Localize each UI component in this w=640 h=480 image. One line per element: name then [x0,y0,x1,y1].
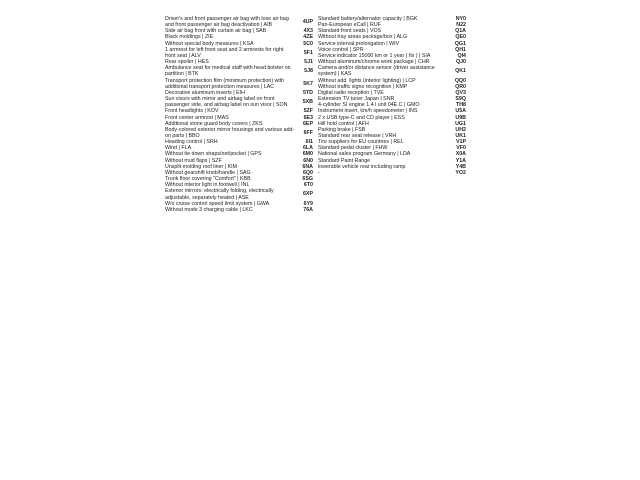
option-description: Digital radio reception | TVE [318,89,384,96]
option-code: QG1 [454,40,466,47]
option-code: UG1 [455,120,466,127]
option-description: Without tie down straps/net/pocket | GPS [165,151,262,158]
option-row [165,96,313,108]
option-description: Standard battery/alternator capacity | BGK [318,16,418,22]
option-row [165,188,313,200]
option-code: 6Q0 [302,169,313,176]
option-code: QE0 [455,34,466,41]
option-description: Standard Paint Range [318,157,371,164]
option-code: 5J1 [304,59,313,66]
option-code: QV3 [455,89,466,96]
option-description: 2 x USB type-C and CD player | ESS [318,114,405,121]
option-code: N22 [456,22,466,29]
option-code: 6E3 [303,114,313,121]
option-code: 6NA [302,163,313,170]
option-code: 6FF [303,129,313,136]
option-code: U9B [455,114,466,121]
option-code: VF0 [456,145,466,152]
option-description: 4-cylinder SI engine 1.4 l unit 04E.C | GMO [318,102,420,109]
option-row [165,65,313,77]
option-description: Rear spoiler | HES [165,59,209,66]
option-description: W/o cruise control speed limit system | GWA [165,200,270,207]
option-description: Unsplit molding roof liner | KIM [165,163,238,170]
option-code: QJ0 [455,59,466,66]
option-code: 5K7 [303,80,313,87]
option-code: QH1 [455,46,466,53]
option-code: UK1 [455,132,466,139]
option-description: Without tray areas package/box | ALG [318,34,408,41]
option-code: 5C0 [303,40,313,47]
option-code: 4X3 [303,28,313,35]
option-code: 6SG [302,176,313,183]
option-code: 6LA [302,145,313,152]
option-description: Voice control | SPR [318,46,364,53]
option-description: Without mode 3 charging cable | LKC [165,206,253,213]
option-code: 5F1 [303,49,313,56]
option-description: Without gearshift knob/handle | SAG [165,169,251,176]
option-description: Driver's and front passenger air bag with lose air bag and front passenger air bag deactivation | AIB [165,16,289,29]
option-code: QR0 [455,83,466,90]
option-code: QQ0 [454,77,466,84]
option-code: 76A [303,206,313,213]
option-description: Without mud flaps | SZF [165,157,222,164]
option-description: Without interior light in footwell | INL [165,182,250,189]
option-code: Q1A [455,28,466,35]
option-code: S9Q [455,96,466,103]
option-description: Standard front seats | VOS [318,28,382,35]
option-code: U5A [455,108,466,115]
option-code: 5TD [302,89,313,96]
option-code: 6T0 [303,182,313,189]
option-code: Y4B [455,163,466,170]
option-row [318,65,466,77]
option-description: Pan-European eCall | RUF [318,22,381,29]
option-description: Hill hold control | AFH [318,120,369,127]
option-description: Body-colored exterior mirror housings and various add-on parts | BBO [165,126,295,139]
option-description: Transport protection film (minimum protection) with additional transport protection measures | LAC [165,77,285,90]
option-code: 6I1 [305,139,313,146]
option-code: 6XP [302,191,313,198]
option-description: Service interval prolongation | WIV [318,40,400,47]
option-row [165,47,313,59]
option-code: NY0 [455,16,466,22]
option-code: 5J8 [304,68,313,75]
option-row [318,170,466,176]
option-description: Sun visors with mirror and airbag label on front passenger side, and airbag label on sun visor | SON [165,96,288,109]
option-code: 5XB [302,99,313,106]
option-code: 6EP [302,120,313,127]
right-option-column [318,16,466,176]
option-row [165,16,313,28]
option-description: Without add. lights (interior lighting) | LCP [318,77,416,84]
option-code: 6Y9 [303,200,313,207]
option-description: Trunk floor covering "Comfort" | KBB [165,176,251,183]
option-code: YO2 [455,169,466,176]
option-description: Wind | FLA [165,145,192,152]
option-description: Extension TV tuner Japan | SNR [318,96,395,103]
option-row [165,78,313,90]
option-code: TH8 [455,102,466,109]
option-row [165,127,313,139]
option-description: Standard rear seat release | VRH [318,132,397,139]
option-code: 6M0 [302,151,313,158]
option-description: Front center armrest | MAS [165,114,229,121]
option-code: QI4 [457,52,466,59]
option-code: 4ZE [303,34,313,41]
option-code: UH2 [455,126,466,133]
option-description: Standard pedal cluster | FHW [318,145,388,152]
option-code: Y1A [455,157,466,164]
option-description: Without aluminum/chrome work package | CHR [318,59,430,66]
option-description: Instrument insert, km/h speedometer | INS [318,108,418,115]
option-description: Parking brake | FSB [318,126,366,133]
option-description: Without special body measures | KSA [165,40,254,47]
option-description: Tire suppliers for EU countries | REL [318,139,404,146]
option-description: 1 armrest for left front seat and 2 armrests for right front seat | ALV [165,46,284,59]
option-description: Decorative aluminum inserts | EIH [165,89,245,96]
option-description: Without traffic signs recognition | KMP [318,83,408,90]
option-description: lowerable vehicle rear including ramp [318,163,406,170]
option-description: Additional stone guard body covers | ZKS [165,120,263,127]
option-description: Camera and/or distance sensor (driver assistance system) | KAS [318,65,435,78]
option-description: Black moldings | ZIE [165,34,214,41]
option-code: QK1 [455,68,466,75]
option-description: Service indicator 15000 km or 1 year ( fix ) | SIA [318,52,431,59]
left-option-column [165,16,313,213]
option-code: V1P [455,139,466,146]
option-description: Heading control | SRH [165,139,218,146]
option-code: 6N0 [303,157,313,164]
option-row [165,207,313,213]
option-code: 5ZF [303,108,313,115]
option-code: X0A [455,151,466,158]
option-description: Ambulance seat for medical staff with head bolster on partition | BTK [165,65,291,78]
option-description: - [318,169,320,176]
option-description: Front headlights | KOV [165,108,219,115]
option-description: National sales program Germany | LDA [318,151,411,158]
option-description: Side air bag front with curtain air bag | SAB [165,28,267,35]
option-code: 4UP [302,19,313,26]
option-description: Exterior mirrors: electrically folding, electrically adjustable, separately heated | ASE [165,188,274,201]
